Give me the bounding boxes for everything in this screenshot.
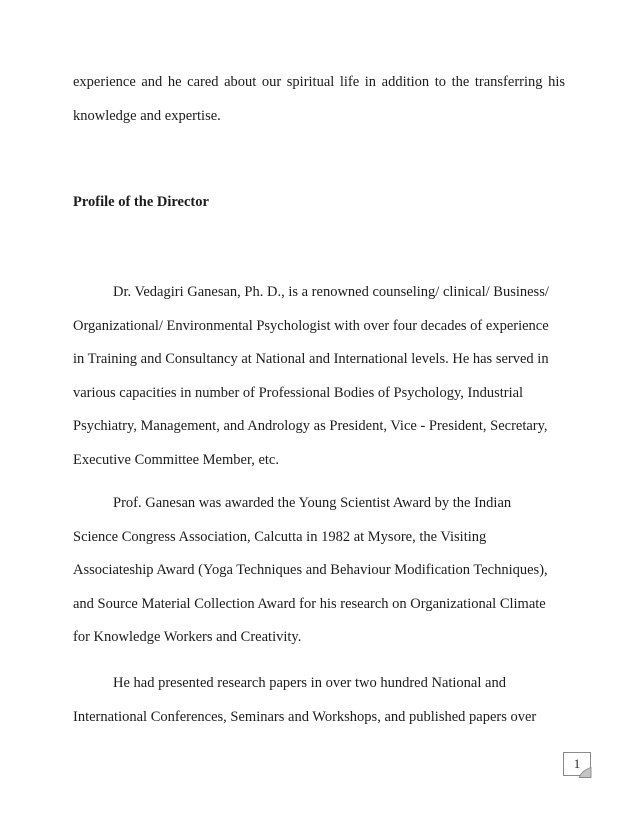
text-line: International Conferences, Seminars and Workshops, and published papers over [73,708,537,725]
text-line: Science Congress Association, Calcutta in 1982 at Mysore, the Visiting [73,528,487,545]
section-heading: Profile of the Director [73,194,209,210]
page-number-value: 1 [573,757,581,771]
text-line: and Source Material Collection Award for his research on Organizational Climate [73,595,546,612]
text-line: in Training and Consultancy at National and International levels. He has served in [73,351,549,367]
paragraph-continuation [73,66,565,133]
page-fold-icon [578,766,592,779]
text-line: Dr. Vedagiri Ganesan, Ph. D., is a renowned counseling/ clinical/ Business/ [113,284,549,300]
paragraph-research [73,667,565,734]
text-line: for Knowledge Workers and Creativity. [73,629,302,645]
page-number-badge [563,752,591,776]
text-line: experience and he cared about our spiritual life in addition to the transferring his [73,74,565,90]
text-line: knowledge and expertise. [73,107,221,124]
paragraph-awards [73,487,565,655]
text-line: various capacities in number of Professional Bodies of Psychology, Industrial [73,384,524,401]
text-line: Psychiatry, Management, and Andrology as President, Vice - President, Secretary, [73,418,548,434]
text-line: Executive Committee Member, etc. [73,451,279,468]
paragraph-director-profile [73,276,565,477]
text-line: Associateship Award (Yoga Techniques and Behaviour Modification Techniques), [73,562,548,578]
text-line: Prof. Ganesan was awarded the Young Scientist Award by the Indian [113,495,512,511]
text-line: Organizational/ Environmental Psychologist with over four decades of experience [73,317,549,334]
text-line: He had presented research papers in over two hundred National and [113,675,506,691]
